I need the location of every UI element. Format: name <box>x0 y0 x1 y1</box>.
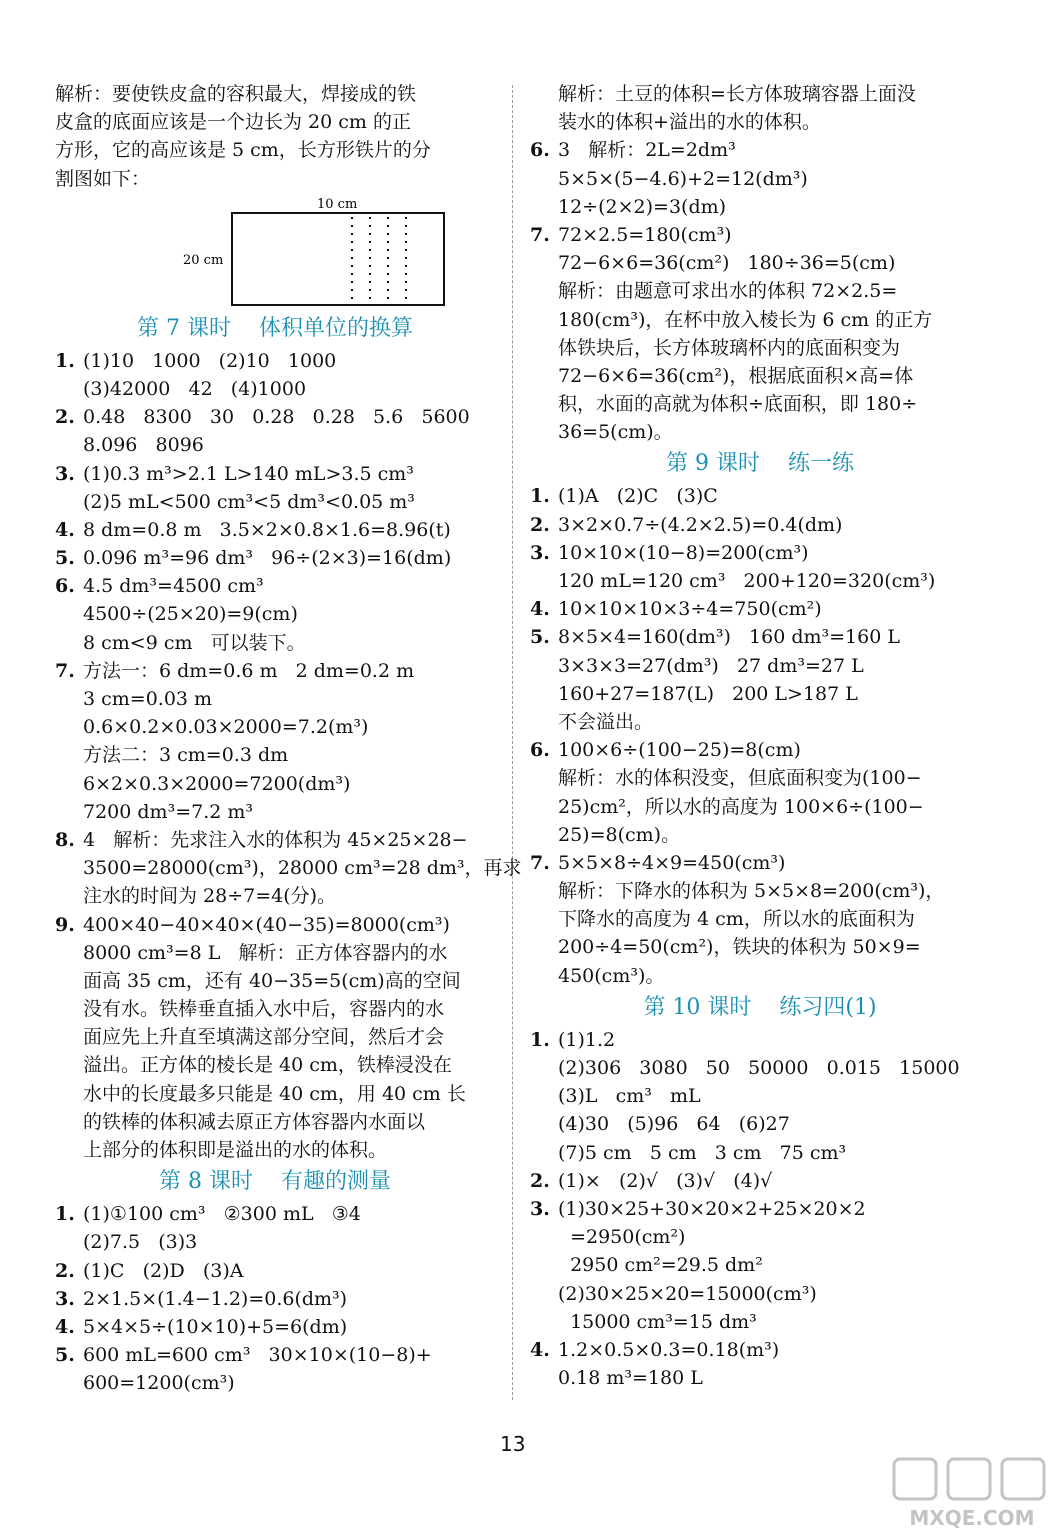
answer-text: 5×5×8÷4×9=450(cm³) <box>558 851 786 874</box>
question-number: 4. <box>55 518 75 541</box>
question-number: 9. <box>55 913 75 936</box>
answer-line <box>530 249 990 277</box>
answer-line <box>530 1026 990 1054</box>
answer-text: 8 dm=0.8 m 3.5×2×0.8×1.6=8.96(t) <box>83 518 451 541</box>
question-number: 6. <box>530 139 550 162</box>
answer-line <box>530 623 990 651</box>
answer-text: 8.096 8096 <box>83 434 204 457</box>
section-title: 第 9 课时 练一练 <box>666 451 854 477</box>
answer-text: 2950 cm²=29.5 dm² <box>558 1254 763 1277</box>
answer-text: 36=5(cm)。 <box>558 421 673 444</box>
answer-line <box>530 1167 990 1195</box>
answer-line <box>530 1139 990 1167</box>
question-number: 5. <box>530 626 550 649</box>
answer-text: 不会溢出。 <box>558 710 654 733</box>
answer-line <box>55 600 495 628</box>
question-number: 3. <box>55 1287 75 1310</box>
answer-text: 0.18 m³=180 L <box>558 1367 703 1390</box>
answer-text: 72×2.5=180(cm³) <box>558 223 732 246</box>
answer-text: 200÷4=50(cm²)，铁块的体积为 50×9= <box>558 936 921 959</box>
answer-text: 3×3×3=27(dm³) 27 dm³=27 L <box>558 654 864 677</box>
top-label: 10 cm <box>317 196 358 212</box>
section-title: 第 10 课时 练习四(1) <box>643 994 877 1020</box>
question-number: 1. <box>55 349 75 372</box>
answer-text: (1)1.2 <box>558 1028 616 1051</box>
answer-text: 解析：下降水的体积为 5×5×8=200(cm³)， <box>558 880 945 903</box>
answer-text: (1)C (2)D (3)A <box>83 1259 244 1282</box>
question-number: 4. <box>55 1315 75 1338</box>
answer-line <box>530 306 990 334</box>
answer-line <box>530 80 990 108</box>
answer-line <box>55 431 495 459</box>
question-number: 4. <box>530 598 550 621</box>
answer-line <box>530 595 990 623</box>
answer-text: 4 解析：先求注入水的体积为 45×25×28− <box>83 828 468 851</box>
answer-line <box>55 488 495 516</box>
answer-text: 3×2×0.7÷(4.2×2.5)=0.4(dm) <box>558 513 843 536</box>
answer-text: 溢出。正方体的棱长是 40 cm，铁棒浸没在 <box>83 1054 452 1077</box>
question-number: 6. <box>530 739 550 762</box>
answer-text: 160+27=187(L) 200 L>187 L <box>558 682 858 705</box>
answer-line <box>530 1082 990 1110</box>
page-number: 13 <box>500 1432 526 1456</box>
answer-text: 10×10×10×3÷4=750(cm²) <box>558 598 822 621</box>
answer-line <box>530 1308 990 1336</box>
answer-text: 8×5×4=160(dm³) 160 dm³=160 L <box>558 626 900 649</box>
answer-line <box>55 1023 495 1051</box>
answer-text: 25)=8(cm)。 <box>558 823 681 846</box>
answer-text: 7200 dm³=7.2 m³ <box>83 800 253 823</box>
answer-text: 3 解析：2L=2dm³ <box>558 139 736 162</box>
answer-text: 的铁棒的体积减去原正方体容器内水面以 <box>83 1110 426 1133</box>
answer-line <box>530 567 990 595</box>
answer-line <box>530 362 990 390</box>
answer-text: 解析：由题意可求出水的体积 72×2.5= <box>558 280 898 303</box>
answer-text: 600 mL=600 cm³ 30×10×(10−8)+ <box>83 1344 432 1367</box>
section-title: 第 7 课时 体积单位的换算 <box>137 315 413 341</box>
answer-text: 25)cm²，所以水的高度为 100×6÷(100− <box>558 795 924 818</box>
answer-text: 方法二：3 cm=0.3 dm <box>83 744 289 767</box>
answer-text: 4500÷(25×20)=9(cm) <box>83 603 298 626</box>
answer-line <box>55 1051 495 1079</box>
answer-line <box>530 165 990 193</box>
answer-line <box>530 1054 990 1082</box>
answer-text: 4.5 dm³=4500 cm³ <box>83 575 264 598</box>
question-number: 6. <box>55 575 75 598</box>
answer-text: 皮盒的底面应该是一个边长为 20 cm 的正 <box>55 111 411 134</box>
answer-line <box>55 1136 495 1164</box>
answer-text: 600=1200(cm³) <box>83 1372 235 1395</box>
answer-line <box>530 708 990 736</box>
answer-text: 下降水的高度为 4 cm，所以水的底面积为 <box>558 908 915 931</box>
answer-text: (3)L cm³ mL <box>558 1085 701 1108</box>
answer-line <box>530 108 990 136</box>
answer-text: 1.2×0.5×0.3=0.18(m³) <box>558 1338 780 1361</box>
answer-text: 72−6×6=36(cm²)，根据底面积×高=体 <box>558 364 914 387</box>
answer-text: =2950(cm²) <box>558 1226 686 1249</box>
answer-line <box>530 1223 990 1251</box>
answer-line <box>530 793 990 821</box>
answer-line <box>55 1257 495 1285</box>
question-number: 7. <box>55 659 75 682</box>
answer-line <box>55 403 495 431</box>
answer-text: (2)306 3080 50 50000 0.015 15000 <box>558 1057 960 1079</box>
answer-line <box>55 572 495 600</box>
answer-line <box>530 1110 990 1138</box>
answer-text: 2×1.5×(1.4−1.2)=0.6(dm³) <box>83 1287 348 1310</box>
answer-text: (3)42000 42 (4)1000 <box>83 377 307 400</box>
question-number: 1. <box>530 485 550 508</box>
answer-line <box>530 877 990 905</box>
answer-text: 装水的体积+溢出的水的体积。 <box>558 111 821 134</box>
answer-line <box>55 629 495 657</box>
question-number: 7. <box>530 851 550 874</box>
answer-text: 解析：土豆的体积=长方体玻璃容器上面没 <box>558 83 916 105</box>
answer-text: 0.6×0.2×0.03×2000=7.2(m³) <box>83 716 369 739</box>
answer-text: (1)A (2)C (3)C <box>558 485 718 508</box>
answer-line <box>55 1108 495 1136</box>
answer-line <box>55 1080 495 1108</box>
answer-line <box>55 798 495 826</box>
answer-text: 解析：要使铁皮盒的容积最大，焊接成的铁 <box>55 83 417 105</box>
answer-text: (7)5 cm 5 cm 3 cm 75 cm³ <box>558 1141 847 1164</box>
answer-line <box>530 482 990 510</box>
answer-text: 450(cm³)。 <box>558 964 665 987</box>
answer-line <box>55 544 495 572</box>
answer-text: (2)5 mL<500 cm³<5 dm³<0.05 m³ <box>83 490 415 513</box>
answer-line <box>530 511 990 539</box>
answer-text: 方形，它的高应该是 5 cm，长方形铁片的分 <box>55 139 431 162</box>
answer-text: 没有水。铁棒垂直插入水中后，容器内的水 <box>83 998 445 1021</box>
answer-text: 体铁块后，长方体玻璃杯内的底面积变为 <box>558 336 901 359</box>
answer-line <box>530 849 990 877</box>
answer-text: 12÷(2×2)=3(dm) <box>558 195 727 218</box>
svg-text:MXQE.COM: MXQE.COM <box>909 1506 1035 1530</box>
question-number: 3. <box>530 541 550 564</box>
answer-line <box>55 165 495 193</box>
answer-line <box>55 854 522 882</box>
answer-line <box>55 826 495 854</box>
answer-line <box>530 764 990 792</box>
answer-line <box>55 1228 495 1256</box>
question-number: 2. <box>55 1259 75 1282</box>
answer-line <box>530 334 990 362</box>
answer-text: 上部分的体积即是溢出的水的体积。 <box>83 1139 388 1161</box>
right-column <box>530 80 990 1392</box>
answer-line <box>530 1364 990 1392</box>
answer-text: 6×2×0.3×2000=7200(dm³) <box>83 772 351 795</box>
answer-text: 3 cm=0.03 m <box>83 688 213 710</box>
answer-text: 180(cm³)，在杯中放入棱长为 6 cm 的正方 <box>558 308 933 331</box>
answer-text: (2)30×25×20=15000(cm³) <box>558 1282 817 1305</box>
question-number: 8. <box>55 828 75 851</box>
question-number: 3. <box>55 462 75 485</box>
answer-line <box>55 108 495 136</box>
answer-text: 120 mL=120 cm³ 200+120=320(cm³) <box>558 570 936 592</box>
answer-line <box>530 736 990 764</box>
question-number: 2. <box>530 1169 550 1192</box>
answer-line <box>55 1313 495 1341</box>
answer-line <box>530 1280 990 1308</box>
answer-line <box>530 136 990 164</box>
answer-line <box>530 221 990 249</box>
answer-line <box>55 713 495 741</box>
question-number: 4. <box>530 1338 550 1361</box>
question-number: 1. <box>55 1203 75 1226</box>
answer-line <box>55 939 495 967</box>
answer-text: (2)7.5 (3)3 <box>83 1231 198 1254</box>
answer-line <box>530 1336 990 1364</box>
answer-line <box>530 277 990 305</box>
answer-line <box>55 1285 495 1313</box>
answer-text: 注水的时间为 28÷7=4(分)。 <box>83 885 337 908</box>
answer-text: (1)①100 cm³ ②300 mL ③4 <box>83 1203 361 1226</box>
answer-text: (1)30×25+30×20×2+25×20×2 <box>558 1197 866 1220</box>
answer-line <box>55 967 495 995</box>
answer-line <box>530 933 990 961</box>
answer-line <box>530 1195 990 1223</box>
answer-line <box>55 995 495 1023</box>
answer-line <box>55 882 495 910</box>
answer-line <box>530 390 990 418</box>
answer-line <box>530 680 990 708</box>
answer-line <box>55 741 495 769</box>
sheet-rectangle <box>232 213 444 305</box>
answer-text: 0.48 8300 30 0.28 0.28 5.6 5600 <box>83 406 470 429</box>
section-title: 第 8 课时 有趣的测量 <box>159 1169 391 1195</box>
answer-text: 8000 cm³=8 L 解析：正方体容器内的水 <box>83 941 448 964</box>
side-label: 20 cm <box>183 252 224 268</box>
answer-line <box>55 1341 495 1369</box>
question-number: 3. <box>530 1197 550 1220</box>
answer-text: (1)× (2)√ (3)√ (4)√ <box>558 1169 773 1192</box>
answer-text: 0.096 m³=96 dm³ 96÷(2×3)=16(dm) <box>83 547 452 570</box>
answer-text: 方法一：6 dm=0.6 m 2 dm=0.2 m <box>83 659 415 682</box>
answer-text: 100×6÷(100−25)=8(cm) <box>558 739 801 762</box>
answer-line <box>55 770 495 798</box>
question-number: 2. <box>530 513 550 536</box>
question-number: 5. <box>55 1344 75 1367</box>
answer-line <box>55 911 495 939</box>
answer-text: 3500=28000(cm³)，28000 cm³=28 dm³，再求 <box>83 857 522 880</box>
answer-text: (4)30 (5)96 64 (6)27 <box>558 1113 790 1136</box>
left-column <box>55 80 522 1398</box>
answer-text: 400×40−40×40×(40−35)=8000(cm³) <box>83 913 450 936</box>
answer-text: 割图如下： <box>55 167 151 190</box>
answer-line <box>55 460 495 488</box>
answer-line <box>530 652 990 680</box>
answer-text: 8 cm<9 cm 可以装下。 <box>83 631 306 654</box>
answer-text: 水中的长度最多只能是 40 cm，用 40 cm 长 <box>83 1082 466 1105</box>
question-number: 2. <box>55 406 75 429</box>
answer-line <box>55 1200 495 1228</box>
answer-text: 72−6×6=36(cm²) 180÷36=5(cm) <box>558 252 896 275</box>
answer-line <box>55 375 495 403</box>
answer-text: 积，水面的高就为体积÷底面积，即 180÷ <box>558 393 918 416</box>
answer-text: 面应先上升直至填满这部分空间，然后才会 <box>83 1026 445 1049</box>
question-number: 5. <box>55 547 75 570</box>
answer-line <box>530 821 990 849</box>
answer-line <box>55 685 495 713</box>
answer-line <box>55 347 495 375</box>
answer-line <box>530 193 990 221</box>
answer-line <box>55 80 495 108</box>
answer-text: 5×4×5÷(10×10)+5=6(dm) <box>83 1315 348 1338</box>
answer-line <box>530 905 990 933</box>
answer-line <box>55 136 495 164</box>
answer-line <box>530 539 990 567</box>
answer-line <box>55 1369 495 1397</box>
answer-text: (1)10 1000 (2)10 1000 <box>83 349 337 372</box>
answer-text: 解析：水的体积没变，但底面积变为(100− <box>558 767 922 790</box>
answer-line <box>55 516 495 544</box>
answer-line <box>530 418 990 446</box>
answer-text: 5×5×(5−4.6)+2=12(dm³) <box>558 167 808 190</box>
answer-text: 面高 35 cm，还有 40−35=5(cm)高的空间 <box>83 969 461 992</box>
watermark-logo <box>890 1455 1055 1533</box>
cutting-diagram <box>55 193 495 311</box>
answer-text: 15000 cm³=15 dm³ <box>558 1310 757 1333</box>
question-number: 7. <box>530 223 550 246</box>
answer-text: 10×10×(10−8)=200(cm³) <box>558 541 809 564</box>
answer-line <box>530 1251 990 1279</box>
column-divider <box>512 85 513 1400</box>
question-number: 1. <box>530 1028 550 1051</box>
answer-line <box>55 657 495 685</box>
answer-line <box>530 962 990 990</box>
answer-text: (1)0.3 m³>2.1 L>140 mL>3.5 cm³ <box>83 462 414 485</box>
